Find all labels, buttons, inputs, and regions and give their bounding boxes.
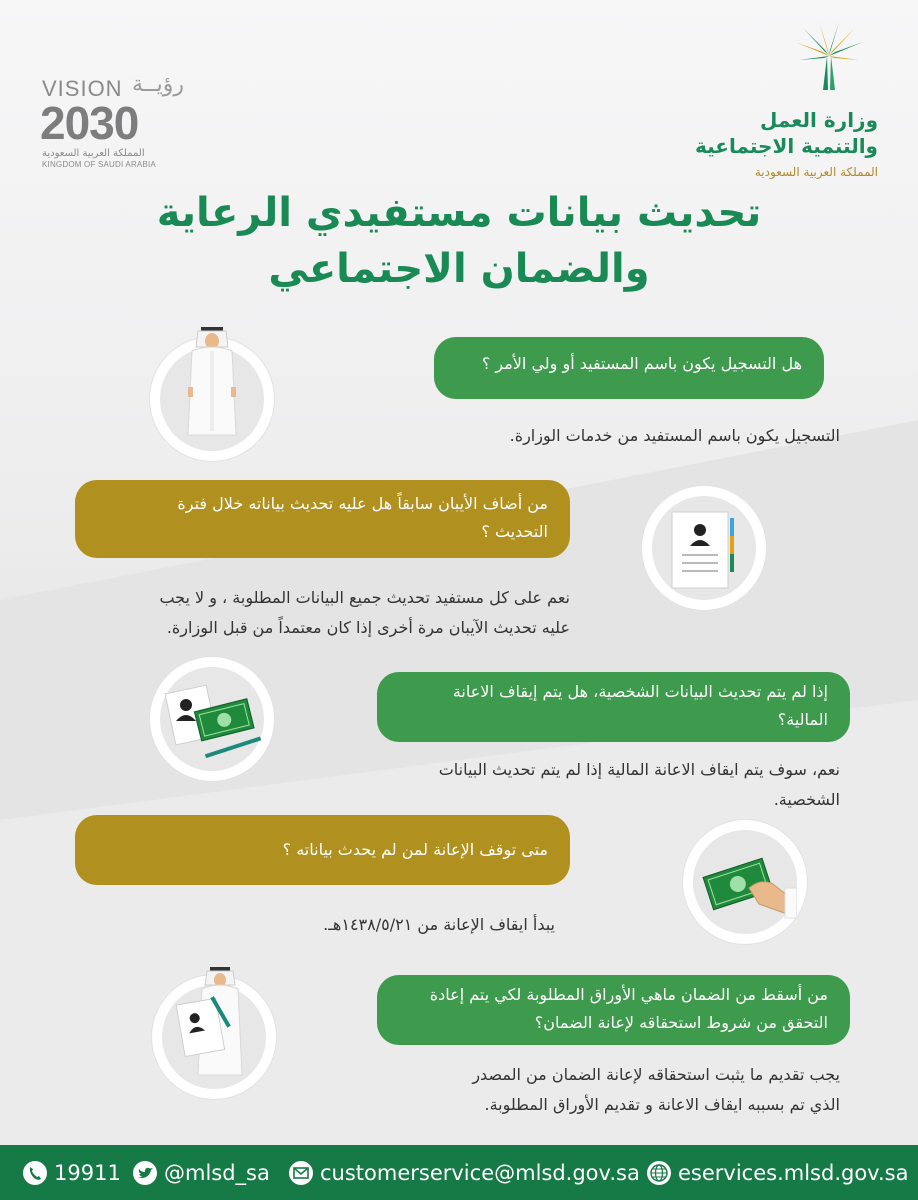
faq1-question: هل التسجيل يكون باسم المستفيد أو ولي الأمر ؟ xyxy=(481,354,802,373)
vision-subtitle-ar: المملكة العربية السعودية xyxy=(42,148,145,159)
faq5-question-line2: التحقق من شروط استحقاقه لإعانة الضمان؟ xyxy=(534,1013,828,1032)
email-icon xyxy=(288,1160,314,1186)
faq4-answer-line1: يبدأ ايقاف الإعانة من ١٤٣٨/٥/٢١هـ. xyxy=(323,915,555,934)
faq3-answer-line1: نعم، سوف يتم ايقاف الاعانة المالية إذا لم يتم تحديث البيانات xyxy=(438,760,840,779)
man-icon-circle xyxy=(150,337,274,461)
page-title-line1: تحديث بيانات مستفيدي الرعاية xyxy=(156,190,762,236)
faq5-answer xyxy=(395,1060,840,1120)
footer-phone-text: 19911 xyxy=(54,1160,121,1185)
footer-twitter-text: @mlsd_sa xyxy=(164,1160,270,1185)
faq5-question-bubble xyxy=(377,975,850,1045)
vision-subtitle-en: KINGDOM OF SAUDI ARABIA xyxy=(42,160,156,169)
twitter-icon xyxy=(132,1160,158,1186)
footer-phone[interactable] xyxy=(22,1145,121,1200)
money-icon-circle xyxy=(150,657,274,781)
footer-contact-bar xyxy=(0,1145,918,1200)
faq3-question-bubble xyxy=(377,672,850,742)
footer-website[interactable] xyxy=(646,1145,908,1200)
hand-money-icon xyxy=(701,848,797,920)
faq2-answer xyxy=(95,583,570,643)
faq4-answer xyxy=(160,910,555,940)
footer-email-text: customerservice@mlsd.gov.sa xyxy=(320,1160,640,1185)
money-icon xyxy=(164,683,264,763)
faq3-answer xyxy=(380,755,840,815)
faq1-answer xyxy=(420,421,840,451)
footer-twitter[interactable] xyxy=(132,1145,270,1200)
faq1-answer-line1: التسجيل يكون باسم المستفيد من خدمات الوزارة. xyxy=(509,426,840,445)
faq2-question-line1: من أضاف الأيبان سابقاً هل عليه تحديث بياناته خلال فترة xyxy=(177,494,548,513)
faq2-question-line2: التحديث ؟ xyxy=(481,522,548,541)
vision-word: VISION xyxy=(42,76,123,101)
palm-logo-icon xyxy=(790,20,868,92)
document-icon xyxy=(670,510,740,592)
ministry-name-line2: والتنمية الاجتماعية xyxy=(695,134,878,158)
footer-website-text: eservices.mlsd.gov.sa xyxy=(678,1160,909,1185)
man-document-icon xyxy=(172,965,262,1087)
faq3-question-line1: إذا لم يتم تحديث البيانات الشخصية، هل يتم إيقاف الاعانة xyxy=(452,682,828,701)
vision-arabic: رؤيــة xyxy=(132,72,185,97)
faq2-question-bubble xyxy=(75,480,570,558)
page-title-line2: والضمان الاجتماعي xyxy=(268,246,650,292)
faq5-answer-line2: الذي تم بسببه ايقاف الاعانة و تقديم الأوراق المطلوبة. xyxy=(484,1095,840,1114)
phone-icon xyxy=(22,1160,48,1186)
hand-money-icon-circle xyxy=(683,820,807,944)
man-document-icon-circle xyxy=(152,975,276,1099)
faq3-question-line2: المالية؟ xyxy=(777,710,828,729)
footer-email[interactable] xyxy=(288,1145,640,1200)
document-icon-circle xyxy=(642,486,766,610)
faq5-answer-line1: يجب تقديم ما يثبت استحقاقه لإعانة الضمان من المصدر xyxy=(472,1065,840,1084)
faq4-question-bubble xyxy=(75,815,570,885)
vision-year: 2030 xyxy=(40,97,139,149)
faq1-question-bubble xyxy=(434,337,824,399)
ministry-logo xyxy=(678,20,878,179)
faq2-answer-line1: نعم على كل مستفيد تحديث جميع البيانات المطلوبة ، و لا يجب xyxy=(159,588,570,607)
faq4-question: متى توقف الإعانة لمن لم يحدث بياناته ؟ xyxy=(282,840,548,859)
faq3-answer-line2: الشخصية. xyxy=(773,790,840,809)
man-icon xyxy=(180,325,244,453)
globe-icon xyxy=(646,1160,672,1186)
faq2-answer-line2: عليه تحديث الآيبان مرة أخرى إذا كان معتمداً من قبل الوزارة. xyxy=(166,618,570,637)
faq5-question-line1: من أسقط من الضمان ماهي الأوراق المطلوبة لكي يتم إعادة xyxy=(429,985,828,1004)
vision-2030-logo xyxy=(40,70,185,169)
ministry-country: المملكة العربية السعودية xyxy=(754,165,878,179)
ministry-name-line1: وزارة العمل xyxy=(760,108,878,132)
